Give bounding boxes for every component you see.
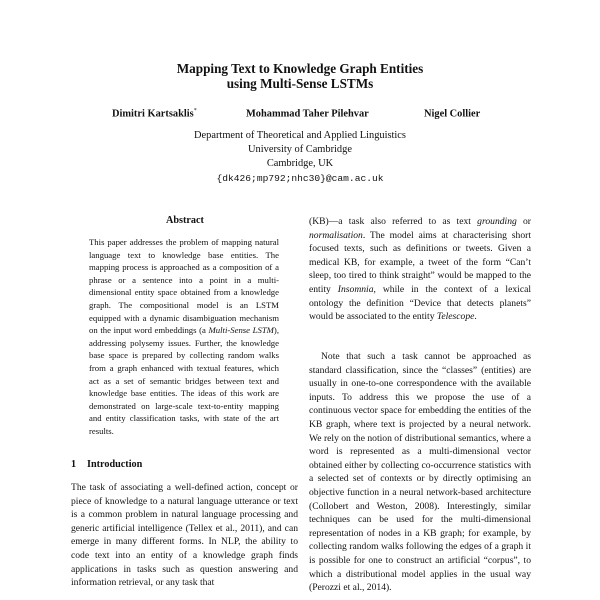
right-column-paragraph-1: (KB)—a task also referred to as text grounding or normalisation. The model aims at characterising short focused texts, such as definitions or tweets. Given a medical KB, for example, a tweet of the form “Can’t sleep, too tired to think straight” would be mapped to the entity Insomnia, while in the context of a lexical ontology the definition “Device that detects planets” would be associated to the entity Telescope.: [309, 216, 532, 323]
author-3: Nigel Collier: [424, 108, 481, 120]
affiliation: [0, 129, 600, 186]
affiliation-university: University of Cambridge: [248, 144, 352, 156]
affiliation-email: {dk426;mp792;nhc30}@cam.ac.uk: [216, 172, 384, 184]
section-heading-introduction: 1 Introduction: [71, 459, 143, 470]
abstract-heading: Abstract: [166, 215, 204, 226]
paper-title: [0, 61, 600, 91]
title-line-2: using Multi-Sense LSTMs: [226, 76, 374, 91]
author-1: Dimitri Kartsaklis*: [112, 108, 197, 120]
right-column-paragraph-2: Note that such a task cannot be approached as standard classification, since the “classes” (entities) are usually in one-to-one correspondence with the available inputs. To address this we propose the use of a continuous vector space for embedding the entities of the KB graph, where text is projected by a neural network. We rely on the notion of distributional semantics, where a word is represented as a multi-dimensional vector obtained either by collecting co-occurrence statistics with a selected set of contexts or by directly optimising an objective function in a neural network-based architecture (Collobert and Weston, 2008). Interestingly, similar techniques can be used for the multi-dimensional representation of nodes in a KB graph; for example, by collecting random walks following the edges of a graph it is possible for one to construct an artificial “corpus”, to which a distributional model applies in the usual way (Perozzi et al., 2014).: [309, 351, 531, 594]
affiliation-department: Department of Theoretical and Applied Linguistics: [194, 130, 406, 141]
title-line-1: Mapping Text to Knowledge Graph Entities: [176, 61, 424, 76]
introduction-body: The task of associating a well-defined action, concept or piece of knowledge to a natural language utterance or text is a common problem in natural language processing and generic artificial intelligence (Tellex et al., 2011), and can emerge in many different forms. In NLP, the ability to code text into an entity of a knowledge graph finds applications in tasks such as question answering and information retrieval, or any task that: [71, 482, 298, 589]
affiliation-location: Cambridge, UK: [266, 158, 334, 170]
author-list: [0, 108, 600, 124]
abstract-body: This paper addresses the problem of mapping natural language text to knowledge base entities. The mapping process is approached as a composition of a phrase or a sentence into a point in a multi-dimensional entity space obtained from a knowledge graph. The compositional model is an LSTM equipped with a dynamic disambiguation mechanism on the input word embeddings (a Multi-Sense LSTM), addressing polysemy issues. Further, the knowledge base space is prepared by collecting random walks from a graph enhanced with textual features, which act as a set of semantic bridges between text and knowledge base entities. The ideas of this work are demonstrated on large-scale text-to-entity mapping and entity classification tasks, with state of the art results.: [89, 237, 279, 436]
author-2: Mohammad Taher Pilehvar: [246, 108, 369, 120]
